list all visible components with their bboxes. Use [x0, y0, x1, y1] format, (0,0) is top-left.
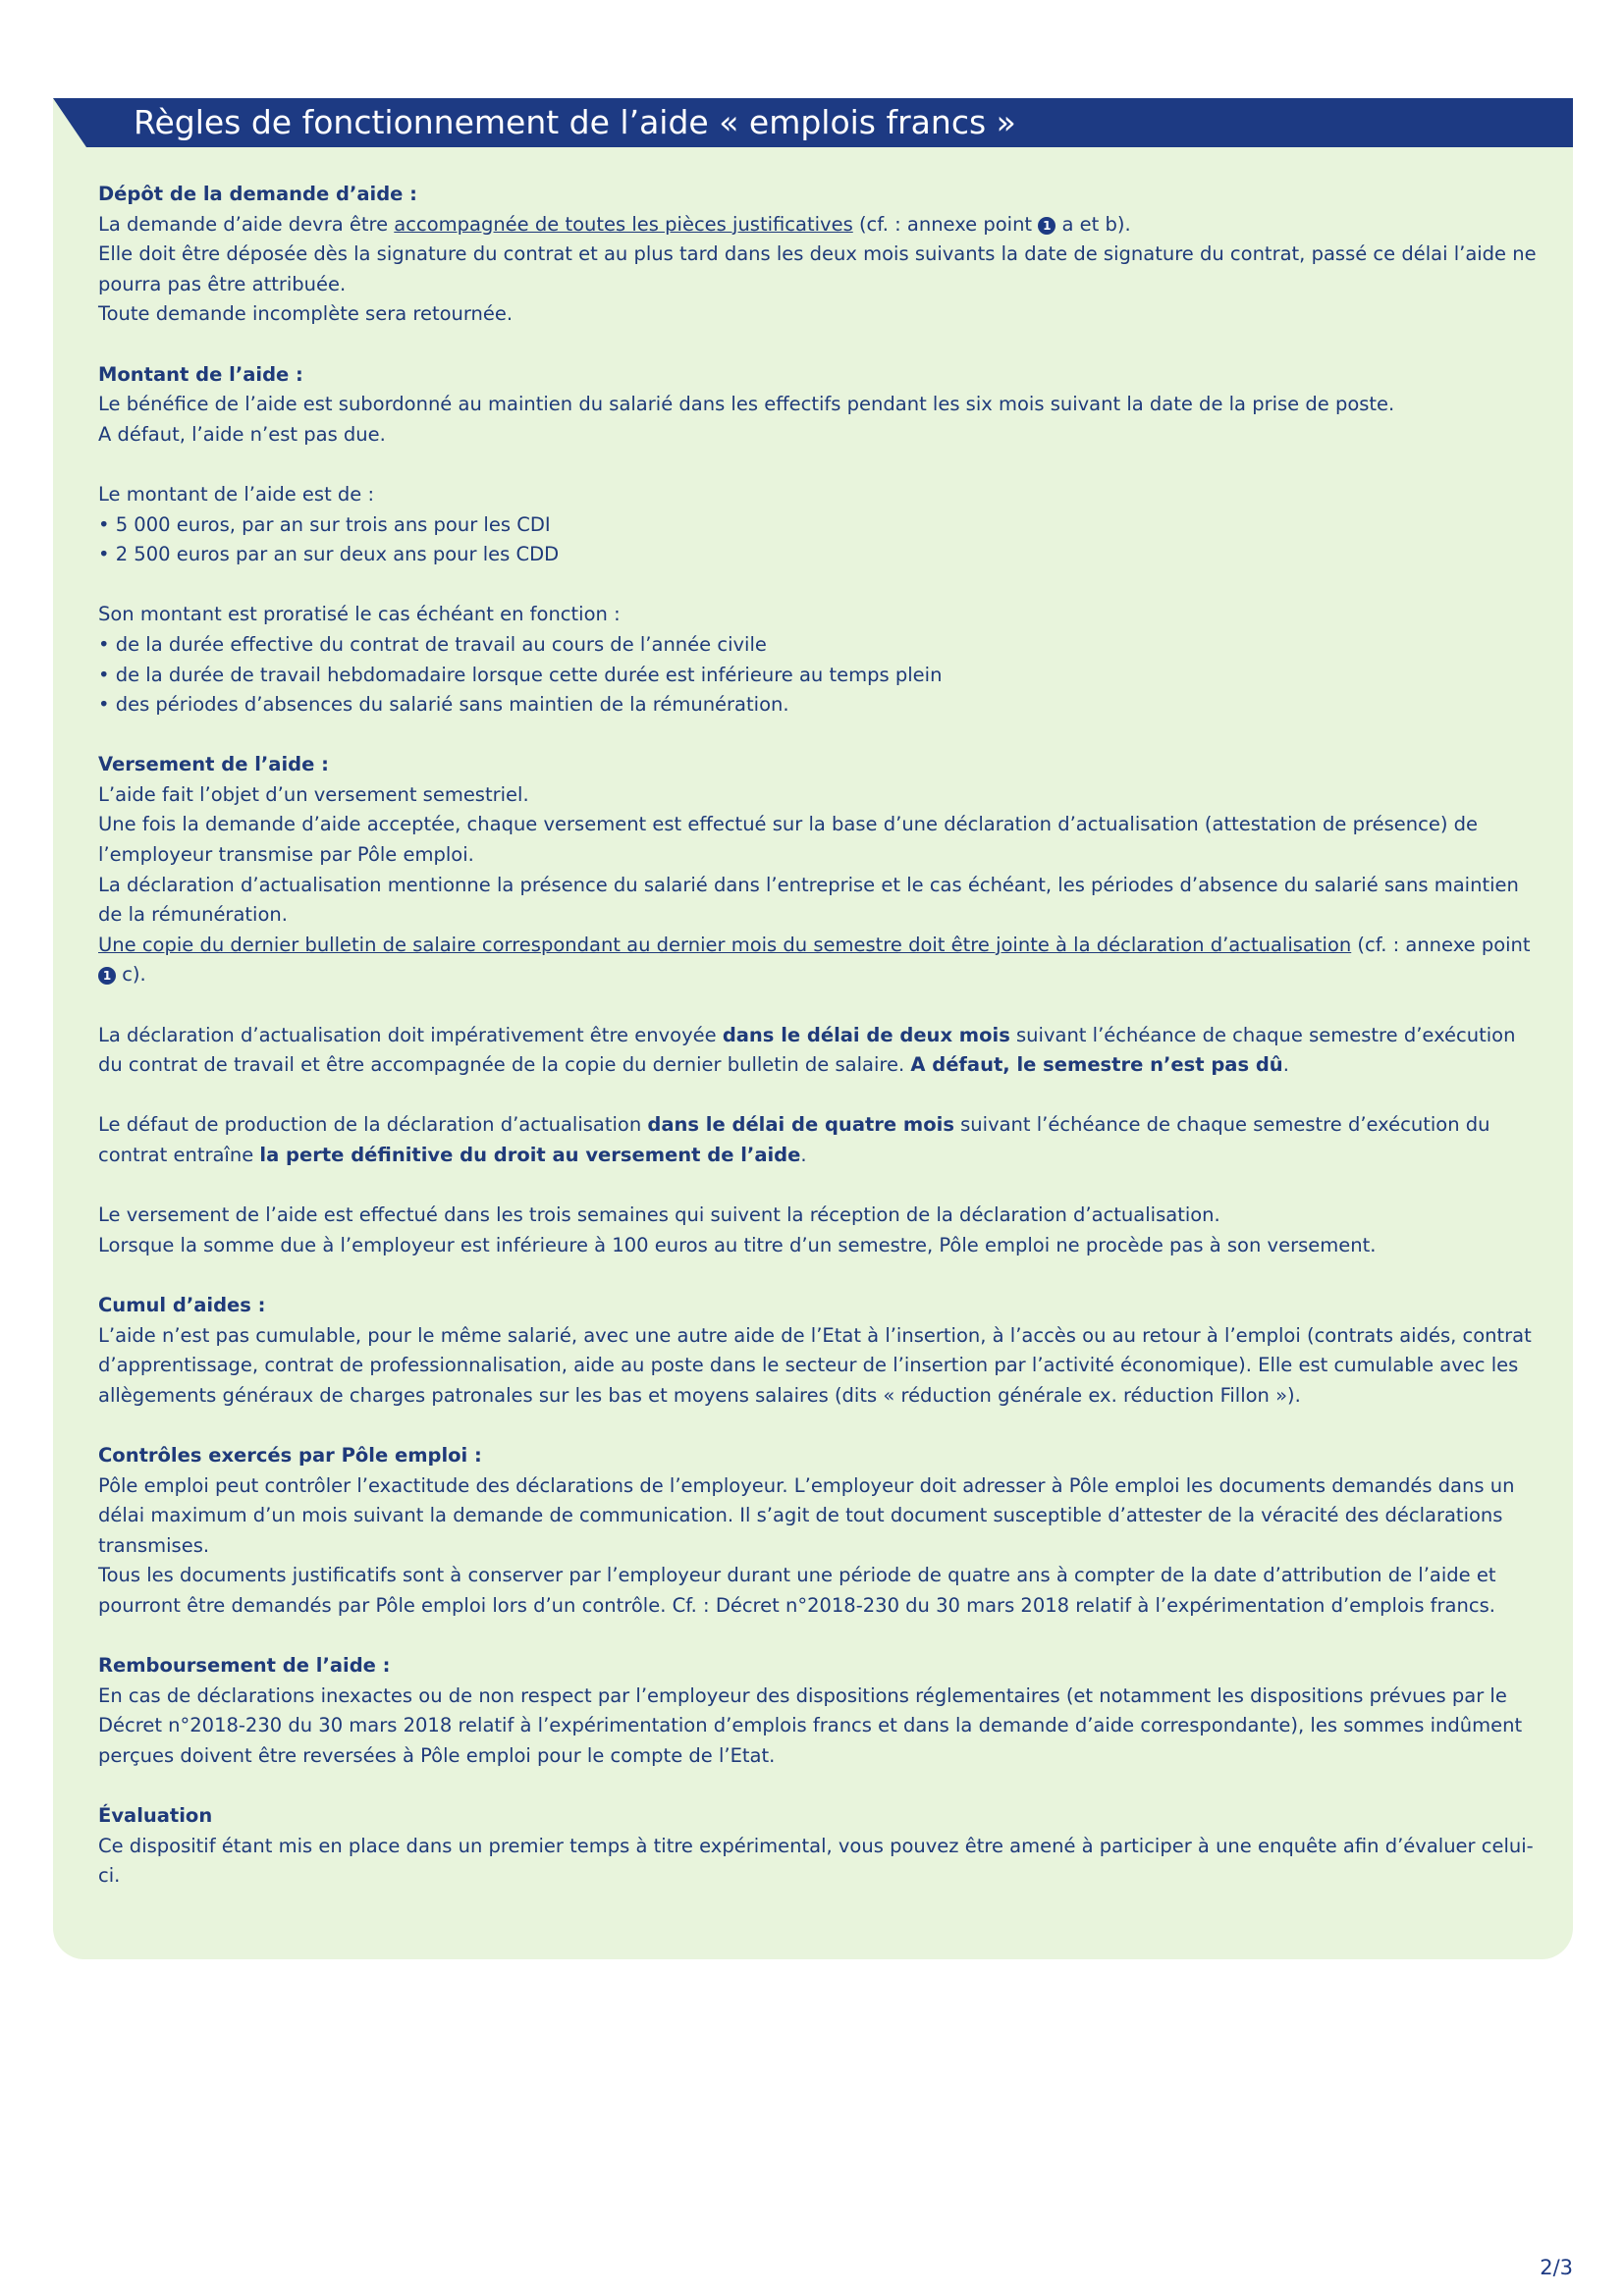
montant-paragraph-2: A défaut, l’aide n’est pas due. [98, 422, 386, 446]
montant-bullet-cdi: • 5 000 euros, par an sur trois ans pour les CDI [98, 512, 551, 536]
montant-intro: Le montant de l’aide est de : [98, 482, 375, 506]
section-heading-cumul: Cumul d’aides : [98, 1293, 266, 1316]
controles-paragraph-1: Pôle emploi peut contrôler l’exactitude des déclarations de l’employeur. L’employeur doit adresser à Pôle emploi les documents demandés dans un délai maximum d’un mois suivant la demande de communication. Il s’agit de tout document susceptible d’attester de la véracité des déclarations transmises. [98, 1473, 1515, 1557]
prorata-bullet-1: • de la durée effective du contrat de travail au cours de l’année civile [98, 632, 767, 656]
justificatifs-link: accompagnée de toutes les pièces justificatives [394, 212, 853, 236]
cumul-paragraph: L’aide n’est pas cumulable, pour le même salarié, avec une autre aide de l’Etat à l’insertion, à l’accès ou au retour à l’emploi (contrats aidés, contrat d’apprentissage, contrat de professionnalisation, aide au poste dans le secteur de l’insertion par l’activité économique). Elle est cumulable avec les allègements généraux de charges patronales sur les bas et moyens salaires (dits « réduction générale ex. réduction Fillon »). [98, 1323, 1532, 1407]
section-heading-remboursement: Remboursement de l’aide : [98, 1654, 391, 1678]
delai-quatre-mois-paragraph: Le défaut de production de la déclaration d’actualisation dans le délai de quatre mois suivant l’échéance de chaque semestre d’exécution du contrat entraîne la perte définitive du droit au versement de l’aide. [98, 1113, 1490, 1166]
page-number: 2/3 [1540, 2256, 1573, 2279]
depot-paragraph-2: Elle doit être déposée dès la signature du contrat et au plus tard dans les deux mois suivants la date de signature du contrat, passé ce délai l’aide ne pourra pas être attribuée. [98, 242, 1537, 295]
section-heading-controles: Contrôles exercés par Pôle emploi : [98, 1443, 482, 1467]
depot-paragraph-3: Toute demande incomplète sera retournée. [98, 302, 514, 326]
versement-paragraph-1: L’aide fait l’objet d’un versement semestriel. [98, 782, 529, 806]
montant-bullet-cdd: • 2 500 euros par an sur deux ans pour les CDD [98, 543, 560, 566]
number-circle-icon: 1 [1038, 217, 1056, 235]
number-circle-icon: 1 [98, 967, 116, 985]
versement-threshold-paragraph: Lorsque la somme due à l’employeur est inférieure à 100 euros au titre d’un semestre, Pôle emploi ne procède pas à son versement. [98, 1233, 1377, 1256]
remboursement-paragraph: En cas de déclarations inexactes ou de non respect par l’employeur des dispositions réglementaires (et notamment les dispositions prévues par le Décret n°2018-230 du 30 mars 2018 relatif à l’expérimentation d’emplois francs et dans la demande d’aide correspondante), les sommes indûment perçues doivent être reversées à Pôle emploi pour le compte de l’Etat. [98, 1683, 1523, 1767]
controles-paragraph-2: Tous les documents justificatifs sont à conserver par l’employeur durant une période de quatre ans à compter de la date d’attribution de l’aide et pourront être demandés par Pôle emploi lors d’un contrôle. Cf. : Décret n°2018-230 du 30 mars 2018 relatif à l’expérimentation d’emplois francs. [98, 1564, 1496, 1617]
evaluation-paragraph: Ce dispositif étant mis en place dans un premier temps à titre expérimental, vous pouvez être amené à participer à une enquête afin d’évaluer celui-ci. [98, 1834, 1534, 1888]
rules-body [98, 180, 1542, 1892]
versement-delay-paragraph: Le versement de l’aide est effectué dans les trois semaines qui suivent la réception de la déclaration d’actualisation. [98, 1203, 1220, 1227]
section-heading-evaluation: Évaluation [98, 1804, 213, 1828]
versement-paragraph-4: Une copie du dernier bulletin de salaire correspondant au dernier mois du semestre doit être jointe à la déclaration d’actualisation (cf. : annexe point 1 c). [98, 933, 1531, 987]
montant-paragraph-1: Le bénéfice de l’aide est subordonné au maintien du salarié dans les effectifs pendant les six mois suivant la date de la prise de poste. [98, 393, 1395, 416]
delai-deux-mois-paragraph: La déclaration d’actualisation doit impérativement être envoyée dans le délai de deux mois suivant l’échéance de chaque semestre d’exécution du contrat de travail et être accompagnée de la copie du dernier bulletin de salaire. A défaut, le semestre n’est pas dû. [98, 1023, 1516, 1077]
prorata-bullet-2: • de la durée de travail hebdomadaire lorsque cette durée est inférieure au temps plein [98, 663, 943, 686]
depot-paragraph-1: La demande d’aide devra être accompagnée de toutes les pièces justificatives (cf. : annexe point 1 a et b). [98, 212, 1131, 236]
section-heading-depot: Dépôt de la demande d’aide : [98, 183, 417, 205]
page-title: Règles de fonctionnement de l’aide « emplois francs » [134, 103, 1016, 141]
prorata-bullet-3: • des périodes d’absences du salarié sans maintien de la rémunération. [98, 693, 789, 717]
versement-paragraph-2: Une fois la demande d’aide acceptée, chaque versement est effectué sur la base d’une déclaration d’actualisation (attestation de présence) de l’employeur transmise par Pôle emploi. [98, 813, 1479, 867]
versement-paragraph-3: La déclaration d’actualisation mentionne la présence du salarié dans l’entreprise et le cas échéant, les périodes d’absence du salarié sans maintien de la rémunération. [98, 873, 1519, 927]
section-heading-versement: Versement de l’aide : [98, 753, 329, 776]
prorata-intro: Son montant est proratisé le cas échéant en fonction : [98, 603, 621, 626]
section-heading-montant: Montant de l’aide : [98, 362, 303, 386]
